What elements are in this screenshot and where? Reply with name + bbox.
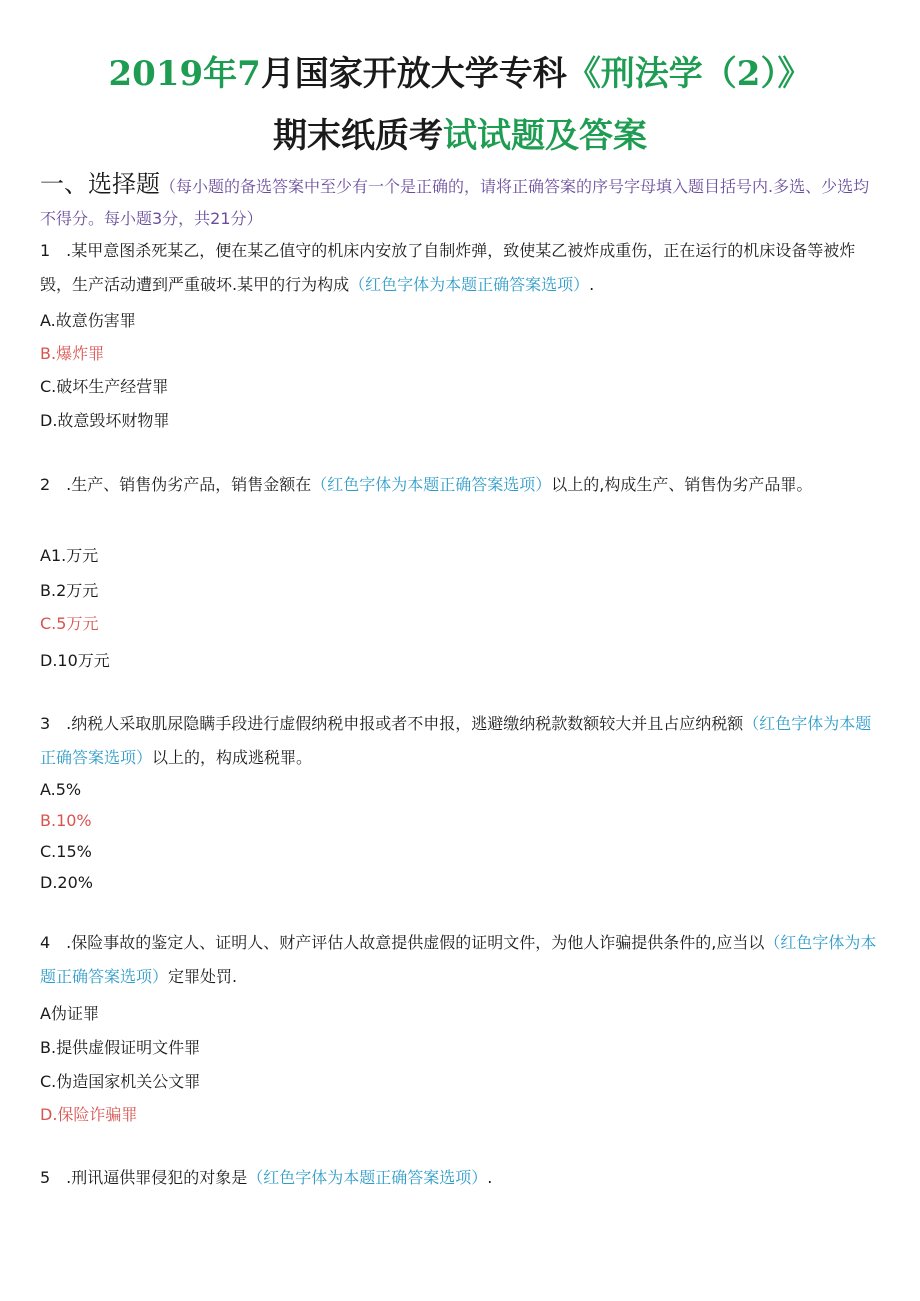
question-5-hint: （红色字体为本题正确答案选项） [247,1168,488,1187]
question-2-option-a: A1.万元 [40,546,99,565]
question-3-option-d: D.20% [40,873,93,892]
question-3-hint: （红色字体为本题正确答案选项） [40,714,872,767]
title-exam-type: 期末纸质考 [273,116,443,156]
document-title-line1 [0,46,920,95]
question-2-text: 2 .生产、销售伪劣产品，销售金额在 [40,475,312,494]
question-1-option-c: C.破坏生产经营罪 [40,377,169,396]
title-course: 《刑法学（2）》 [566,54,812,94]
question-3-option-b: B.10% [40,811,92,830]
question-2-option-b: B.2万元 [40,581,99,600]
question-1-text: 1 .某甲意图杀死某乙，便在某乙值守的机床内安放了自制炸弹，致使某乙被炸成重伤，正在运行的机床设备等被炸毁，生产活动遭到严重破坏.某甲的行为构成 [40,241,856,294]
question-2 [40,468,880,502]
document-title-line2 [0,108,920,157]
question-3-option-c: C.15% [40,842,92,861]
question-3 [40,707,880,775]
question-4-text: 4 .保险事故的鉴定人、证明人、财产评估人故意提供虚假的证明文件，为他人诈骗提供条件的,应当以 [40,933,765,952]
title-exam-suffix: 试试题及答案 [443,116,647,156]
section-heading: 一、选择题 [40,170,160,198]
question-1 [40,234,880,302]
question-3-text: 3 .纳税人采取肌尿隐瞒手段进行虚假纳税申报或者不申报，逃避缴纳税款数额较大并且占应纳税额 [40,714,744,733]
section-instructions: （每小题的备选答案中至少有一个是正确的，请将正确答案的序号字母填入题目括号内.多选、少选均不得分。每小题3分，共21分） [40,177,870,228]
question-5-text: 5 .刑讯逼供罪侵犯的对象是 [40,1168,248,1187]
question-4-option-c: C.伪造国家机关公文罪 [40,1072,201,1091]
question-3-option-a: A.5% [40,780,82,799]
question-5-tail: . [487,1168,493,1187]
question-3-tail: 以上的，构成逃税罪。 [152,748,313,767]
question-2-hint: （红色字体为本题正确答案选项） [311,475,552,494]
question-1-option-d: D.故意毁坏财物罪 [40,411,170,430]
title-year-month: 2019年7 [108,54,261,94]
question-4-option-a: A伪证罪 [40,1004,99,1023]
question-4-option-d: D.保险诈骗罪 [40,1105,138,1124]
question-2-option-d: D.10万元 [40,651,110,670]
title-institution: 月国家开放大学专科 [260,54,567,94]
question-1-option-a: A.故意伤害罪 [40,311,136,330]
question-4-option-b: B.提供虚假证明文件罪 [40,1038,201,1057]
question-1-hint: （红色字体为本题正确答案选项） [349,275,590,294]
question-1-tail: . [589,275,595,294]
question-5 [40,1161,880,1195]
question-4-hint: （红色字体为本题正确答案选项） [40,933,877,986]
question-2-tail: 以上的,构成生产、销售伪劣产品罪。 [551,475,813,494]
question-2-option-c: C.5万元 [40,614,99,633]
question-4 [40,926,880,994]
section-header [40,168,880,235]
question-4-tail: 定罪处罚. [168,967,238,986]
question-1-option-b: B.爆炸罪 [40,344,105,363]
